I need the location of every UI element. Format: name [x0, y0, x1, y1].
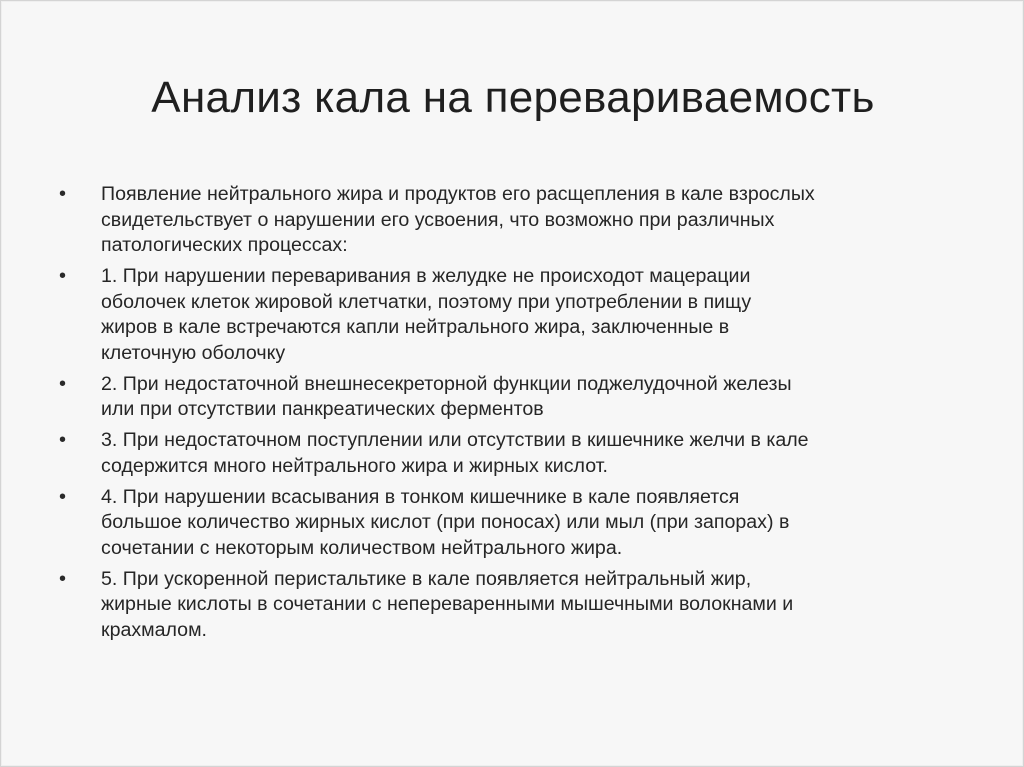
bullet-icon: •	[59, 567, 67, 590]
list-item	[59, 428, 969, 479]
bullet-text: Появление нейтрального жира и продуктов его расщепления в кале взрослых свидетельствует о нарушении его усвоения, что возможно при различных патологических процессах:	[101, 183, 815, 256]
bullet-text: 5. При ускоренной перистальтике в кале появляется нейтральный жир, жирные кислоты в сочетании с непереваренными мышечными волокнами и крахмалом.	[101, 567, 794, 641]
bullet-icon: •	[59, 183, 67, 205]
bullet-list	[59, 182, 969, 649]
bullet-icon: •	[59, 485, 67, 508]
bullet-text: 1. При нарушении переваривания в желудке не происходот мацерации оболочек клеток жировой клетчатки, поэтому при употреблении в пищу жиров в кале встречаются капли нейтрального жира, заключенные в клеточную оболочку	[101, 265, 752, 364]
bullet-text: 3. При недостаточном поступлении или отсутствии в кишечнике желчи в кале содержится много нейтрального жира и жирных кислот.	[101, 429, 809, 477]
bullet-text: 4. При нарушении всасывания в тонком кишечнике в кале появляется большое количество жирных кислот (при поносах) или мыл (при запорах) в сочетании с некоторым количеством нейтрального жира.	[101, 485, 790, 559]
bullet-icon: •	[59, 429, 67, 451]
list-item	[59, 182, 969, 259]
bullet-icon: •	[59, 265, 67, 287]
list-item	[59, 567, 969, 644]
bullet-text: 2. При недостаточной внешнесекреторной функции поджелудочной железы или при отсутствии панкреатических ферментов	[101, 372, 792, 420]
slide-title: Анализ кала на перевариваемость	[151, 73, 875, 122]
list-item	[59, 372, 969, 423]
bullet-icon: •	[59, 372, 67, 395]
list-item	[59, 264, 969, 366]
list-item	[59, 485, 969, 562]
